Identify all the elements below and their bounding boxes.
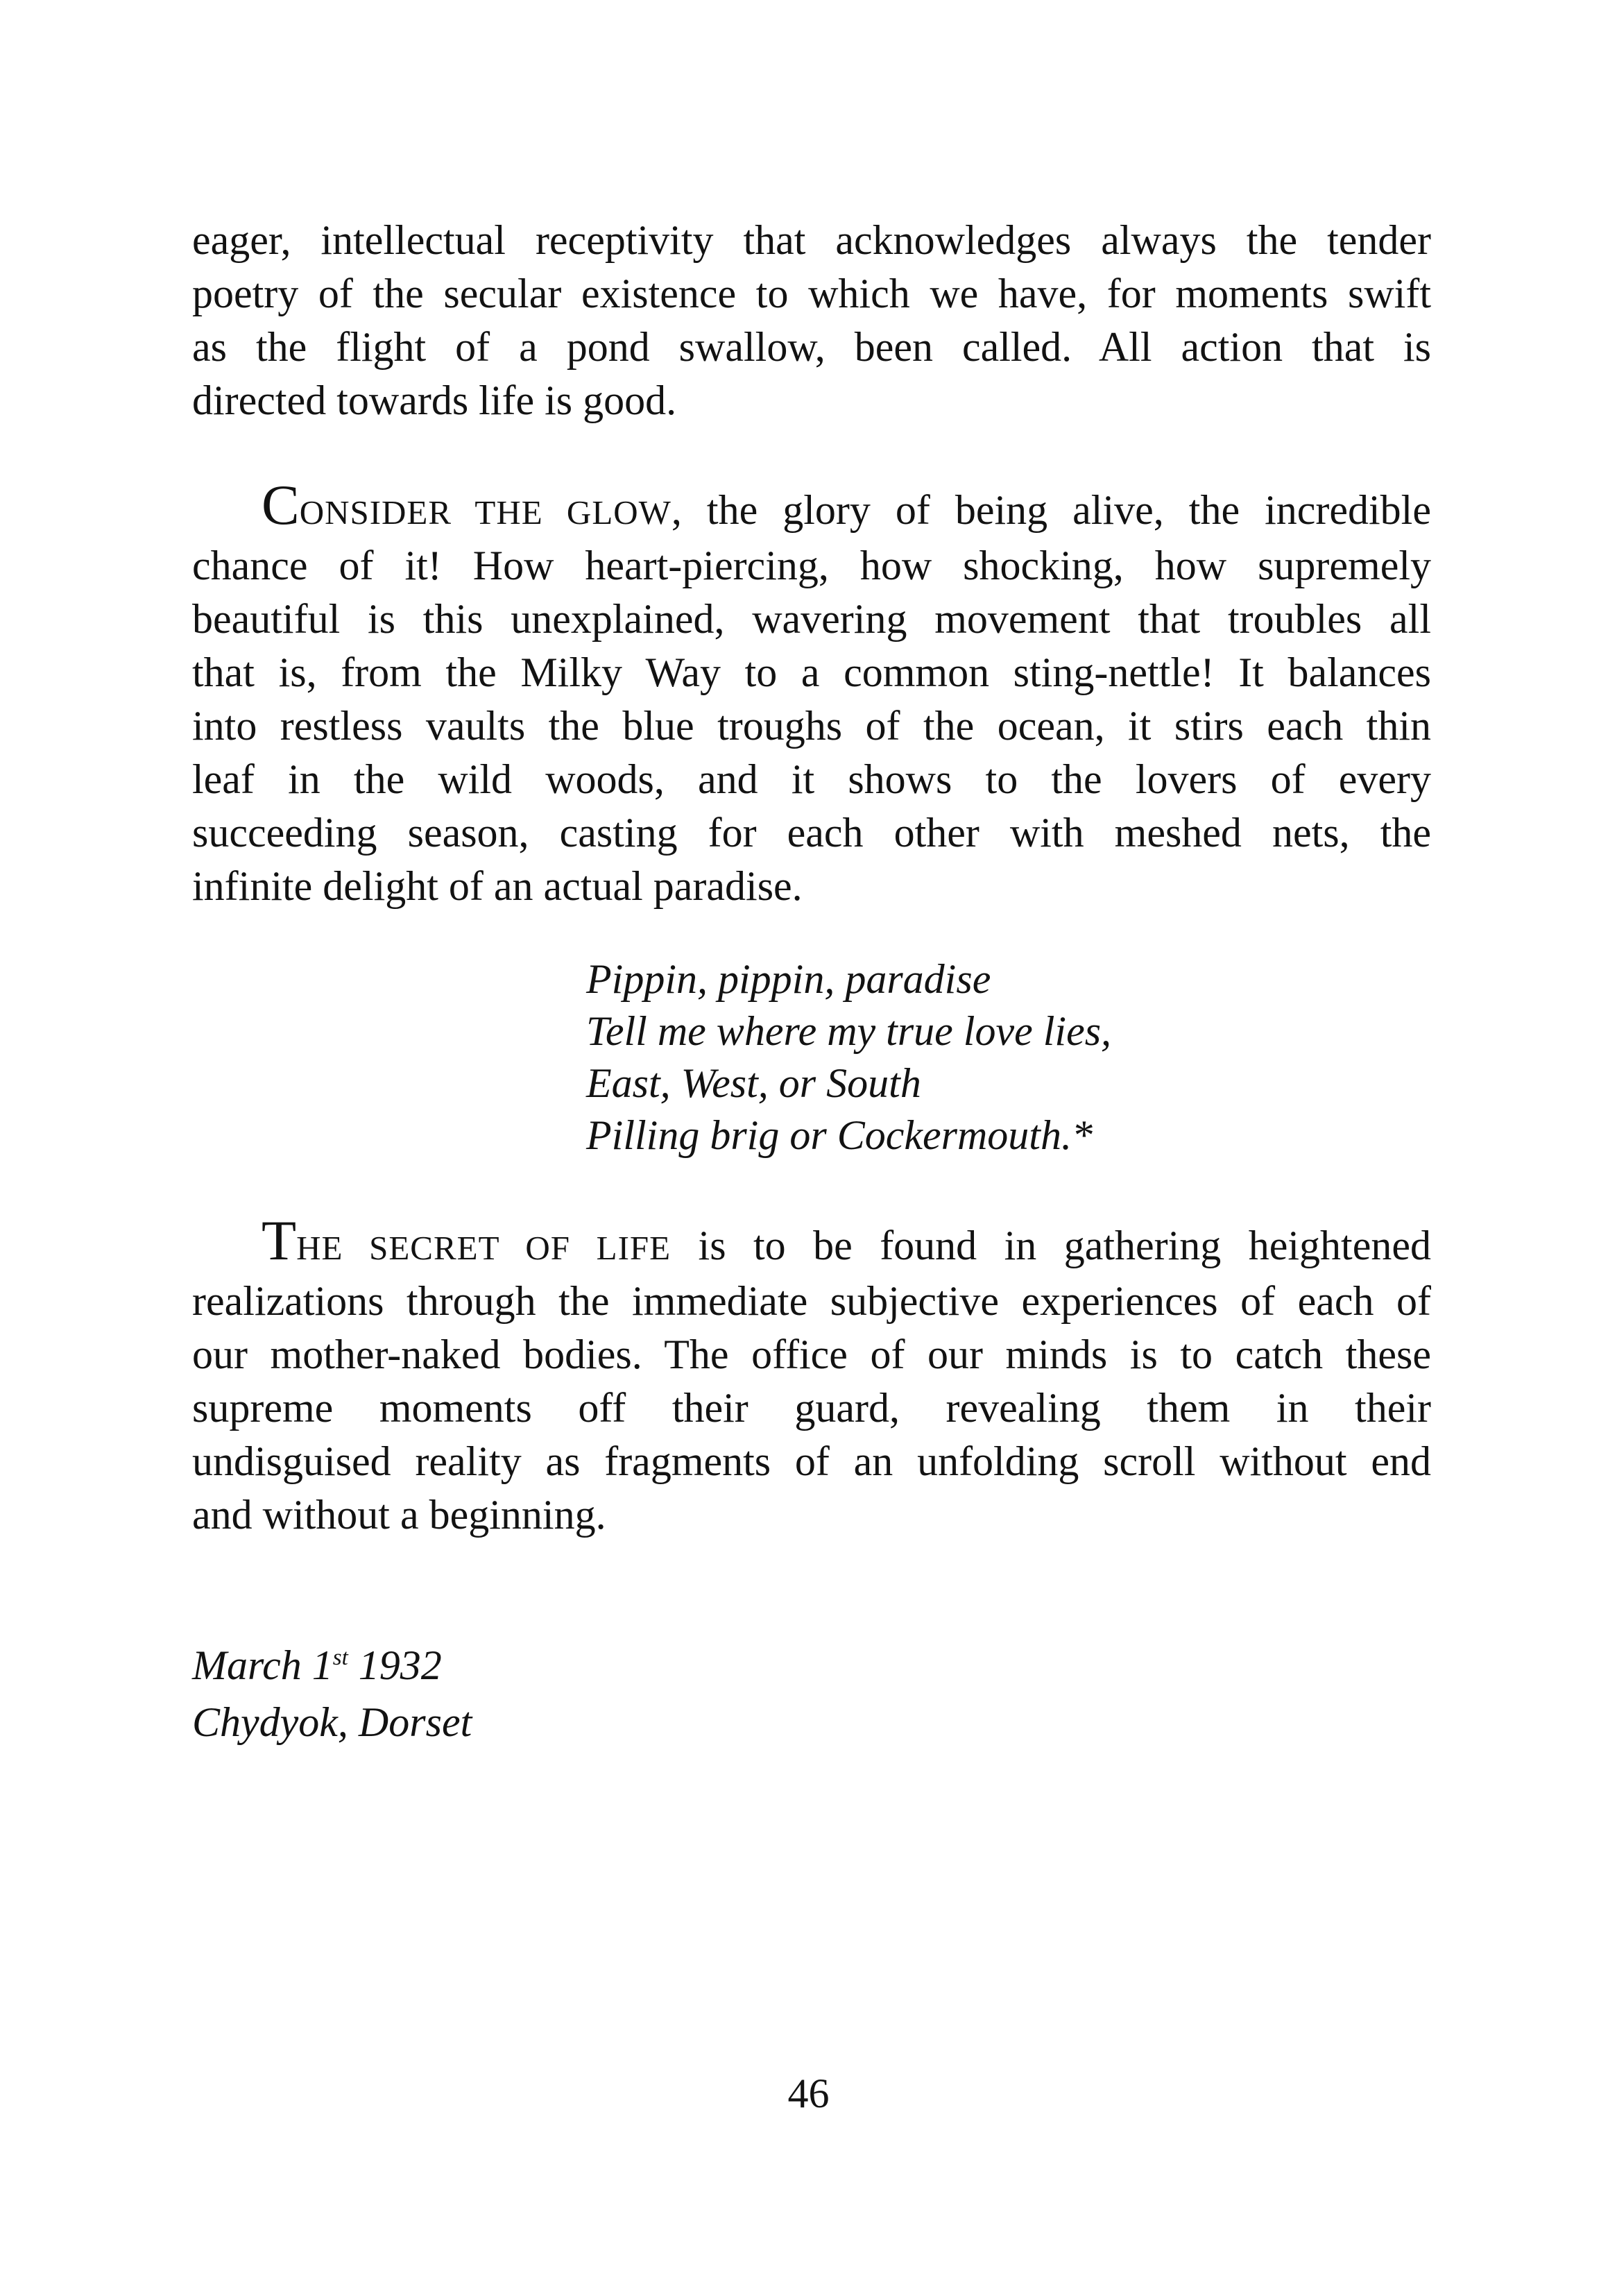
poem-line: Tell me where my true love lies, xyxy=(586,1008,1112,1054)
text-line: succeeding season, casting for each other with meshed nets, the xyxy=(192,810,1431,856)
text-line: undisguised reality as fragments of an unfolding scroll without end xyxy=(192,1438,1431,1484)
text-line: and without a beginning. xyxy=(192,1492,606,1538)
poem-line: Pippin, pippin, paradise xyxy=(586,956,991,1002)
text-line: that is, from the Milky Way to a common sting-nettle! It balances xyxy=(192,649,1431,695)
text-line: eager, intellectual receptivity that acknowledges always the tender xyxy=(192,217,1431,263)
text-line: supreme moments off their guard, revealing them in their xyxy=(192,1385,1431,1431)
ordinal-superscript: st xyxy=(332,1645,348,1670)
verse-quotation xyxy=(586,953,1111,1162)
line-text: is to be found in gathering heightened xyxy=(671,1223,1431,1268)
line-text: , the glory of being alive, the incredible xyxy=(671,487,1431,533)
page-number: 46 xyxy=(787,2070,830,2116)
text-line: poetry of the secular existence to which we have, for moments swift xyxy=(192,271,1431,316)
small-caps-phrase: ONSIDER THE GLOW xyxy=(299,493,671,532)
text-line: chance of it! How heart-piercing, how shocking, how supremely xyxy=(192,543,1431,588)
text-line: infinite delight of an actual paradise. xyxy=(192,863,803,909)
paragraph-continuation xyxy=(192,214,1431,427)
text-line: our mother-naked bodies. The office of our minds is to catch these xyxy=(192,1332,1431,1377)
lead-capital: C xyxy=(262,473,300,536)
poem-line: East, West, or South xyxy=(586,1060,921,1106)
dateline xyxy=(192,1637,472,1751)
text-line: beautiful is this unexplained, wavering movement that troubles all xyxy=(192,596,1431,642)
poem-line: Pilling brig or Cockermouth.* xyxy=(586,1112,1093,1158)
text-line xyxy=(192,1209,1431,1275)
text-line: directed towards life is good. xyxy=(192,377,677,423)
paragraph-secret-of-life xyxy=(192,1209,1431,1542)
text-line: realizations through the immediate subjective experiences of each of xyxy=(192,1278,1431,1324)
date-year: 1932 xyxy=(348,1642,442,1688)
text-line: leaf in the wild woods, and it shows to the lovers of every xyxy=(192,756,1431,802)
text-line: as the flight of a pond swallow, been called. All action that is xyxy=(192,324,1431,370)
lead-capital: T xyxy=(262,1209,297,1272)
date-text: March 1 xyxy=(192,1642,333,1688)
date-line xyxy=(192,1637,472,1694)
text-line xyxy=(192,473,1431,539)
text-line: into restless vaults the blue troughs of the ocean, it stirs each thin xyxy=(192,703,1431,749)
place-line: Chydyok, Dorset xyxy=(192,1699,472,1745)
paragraph-consider-the-glow xyxy=(192,473,1431,913)
small-caps-phrase: HE SECRET OF LIFE xyxy=(296,1229,671,1267)
